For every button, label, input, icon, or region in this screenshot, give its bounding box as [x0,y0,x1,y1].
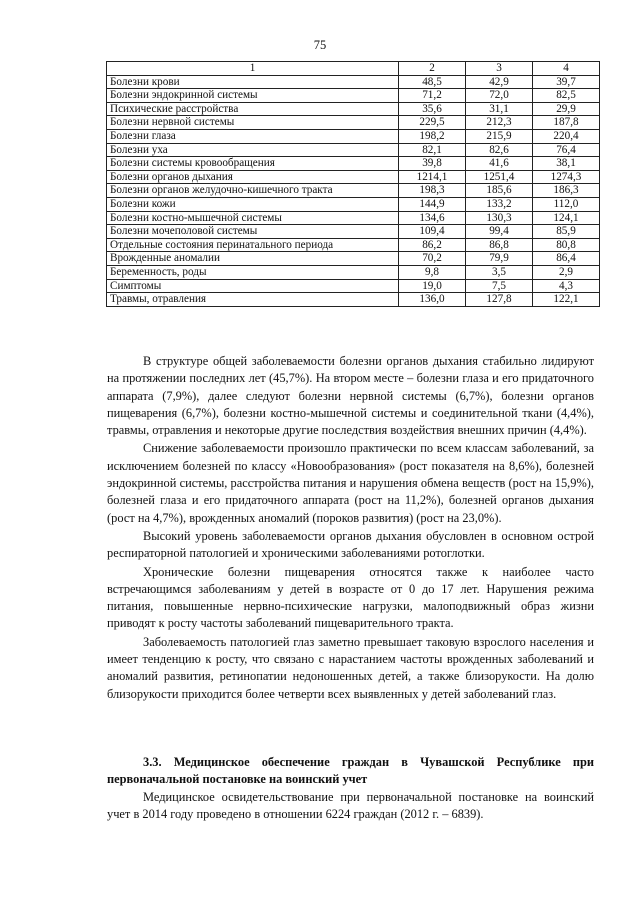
value-cell: 31,1 [466,102,533,116]
table-row [107,184,600,198]
body-text [107,353,594,703]
table-row [107,170,600,184]
table-row [107,102,600,116]
value-cell: 86,4 [533,252,600,266]
value-cell: 1274,3 [533,170,600,184]
value-cell: 215,9 [466,129,533,143]
paragraph: Заболеваемость патологией глаз заметно превышает таковую взрослого населения и имеет тенденцию к росту, что связано с нарастанием частоты врожденных заболеваний и аномалий развития, ретинопатии недоношенных детей, а также близорукости. На долю близорукости приходится более четверти всех выявленных у детей заболеваний глаз. [107,634,594,701]
value-cell: 86,2 [399,238,466,252]
disease-name-cell: Врожденные аномалии [107,252,399,266]
table-body [107,62,600,307]
paragraph: Снижение заболеваемости произошло практически по всем классам заболеваний, за исключением болезней по классу «Новообразования» (рост показателя на 8,6%), болезней эндокринной системы, расстройства питания и нарушения обмена веществ (рост на 15,9%), болезней глаза и его придаточного аппарата (рост на 11,2%), болезней органов дыхания (рост на 4,7%), врожденных аномалий (пороков развития) (рост на 23,0%). [107,441,594,525]
value-cell: 1251,4 [466,170,533,184]
disease-name-cell: Беременность, роды [107,265,399,279]
section-heading [107,754,594,789]
value-cell: 122,1 [533,293,600,307]
value-cell: 212,3 [466,116,533,130]
value-cell: 70,2 [399,252,466,266]
table-row [107,252,600,266]
value-cell: 112,0 [533,197,600,211]
section-title: Медицинское обеспечение граждан в Чувашской Республике при первоначальной постановке на воинский учет [107,755,594,787]
value-cell: 80,8 [533,238,600,252]
value-cell: 86,8 [466,238,533,252]
table-row [107,89,600,103]
value-cell: 3,5 [466,265,533,279]
table-row [107,265,600,279]
page-number: 75 [313,38,327,52]
disease-name-cell: Болезни системы кровообращения [107,157,399,171]
value-cell: 38,1 [533,157,600,171]
table-row [107,143,600,157]
value-cell: 71,2 [399,89,466,103]
value-cell: 4,3 [533,279,600,293]
value-cell: 220,4 [533,129,600,143]
table-row [107,116,600,130]
value-cell: 82,5 [533,89,600,103]
table-row [107,129,600,143]
value-cell: 187,8 [533,116,600,130]
disease-name-cell: Симптомы [107,279,399,293]
paragraph: Хронические болезни пищеварения относятся также к наиболее часто встречающимся заболеваниям у детей в возрасте от 0 до 17 лет. Нарушения режима питания, повышенные нервно-психические нагрузки, малоподвижный образ жизни приводят к росту частоты заболеваний пищеварительного тракта. [107,564,594,631]
value-cell: 82,1 [399,143,466,157]
value-cell: 76,4 [533,143,600,157]
disease-name-cell: Болезни кожи [107,197,399,211]
disease-name-cell: Болезни глаза [107,129,399,143]
value-cell: 229,5 [399,116,466,130]
section-number: 3.3. [143,755,162,769]
value-cell: 41,6 [466,157,533,171]
value-cell: 39,7 [533,75,600,89]
value-cell: 48,5 [399,75,466,89]
disease-name-cell: Болезни эндокринной системы [107,89,399,103]
paragraph: Высокий уровень заболеваемости органов дыхания обусловлен в основном острой респираторной патологией и хроническими заболеваниями ротоглотки. [107,528,594,561]
disease-name-cell: Болезни костно-мышечной системы [107,211,399,225]
header-cell: 4 [533,62,600,76]
value-cell: 79,9 [466,252,533,266]
value-cell: 19,0 [399,279,466,293]
value-cell: 72,0 [466,89,533,103]
morbidity-table [106,61,600,307]
table-row [107,197,600,211]
value-cell: 124,1 [533,211,600,225]
closing-text [107,789,594,824]
table-row [107,238,600,252]
header-cell: 3 [466,62,533,76]
paragraph: В структуре общей заболеваемости болезни органов дыхания стабильно лидируют на протяжении последних лет (45,7%). На втором месте – болезни глаза и его придаточного аппарата (7,9%), далее следуют болезни нервной системы (6,7%), болезни органов пищеварения (6,7%), болезни костно-мышечной системы и соединительной ткани (4,4%), травмы, отравления и некоторые другие последствия воздействия внешних причин (4,4%). [107,354,594,438]
disease-name-cell: Болезни крови [107,75,399,89]
paragraph: Медицинское освидетельствование при первоначальной постановке на воинский учет в 2014 году проведено в отношении 6224 граждан (2012 г. – 6839). [107,790,594,822]
disease-name-cell: Психические расстройства [107,102,399,116]
header-cell: 1 [107,62,399,76]
value-cell: 109,4 [399,225,466,239]
table-row [107,211,600,225]
value-cell: 127,8 [466,293,533,307]
table-row [107,279,600,293]
value-cell: 85,9 [533,225,600,239]
table-row [107,157,600,171]
value-cell: 35,6 [399,102,466,116]
value-cell: 7,5 [466,279,533,293]
value-cell: 1214,1 [399,170,466,184]
value-cell: 42,9 [466,75,533,89]
value-cell: 136,0 [399,293,466,307]
table-row [107,225,600,239]
value-cell: 144,9 [399,197,466,211]
value-cell: 198,3 [399,184,466,198]
disease-name-cell: Болезни органов желудочно-кишечного тракта [107,184,399,198]
table-row [107,75,600,89]
value-cell: 186,3 [533,184,600,198]
value-cell: 134,6 [399,211,466,225]
disease-name-cell: Болезни органов дыхания [107,170,399,184]
value-cell: 133,2 [466,197,533,211]
disease-name-cell: Травмы, отравления [107,293,399,307]
value-cell: 2,9 [533,265,600,279]
value-cell: 9,8 [399,265,466,279]
table-header-row [107,62,600,76]
disease-name-cell: Болезни нервной системы [107,116,399,130]
disease-name-cell: Болезни мочеполовой системы [107,225,399,239]
value-cell: 185,6 [466,184,533,198]
value-cell: 130,3 [466,211,533,225]
value-cell: 198,2 [399,129,466,143]
value-cell: 39,8 [399,157,466,171]
disease-name-cell: Отдельные состояния перинатального периода [107,238,399,252]
value-cell: 82,6 [466,143,533,157]
header-cell: 2 [399,62,466,76]
disease-name-cell: Болезни уха [107,143,399,157]
table-row [107,293,600,307]
value-cell: 99,4 [466,225,533,239]
value-cell: 29,9 [533,102,600,116]
